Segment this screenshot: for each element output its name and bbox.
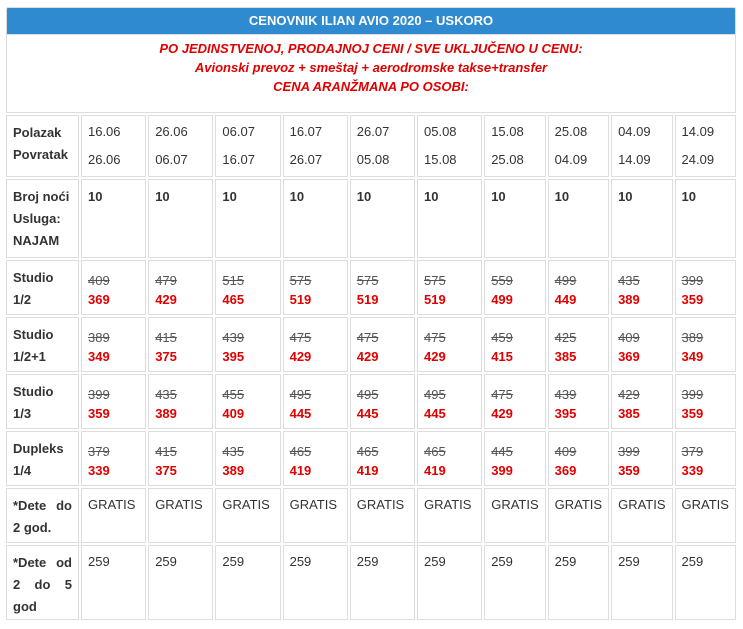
price-cell [81, 260, 146, 315]
row-label-text: Studio [13, 384, 54, 399]
date-cell [484, 115, 545, 177]
row-label [6, 431, 79, 486]
child-under-2-row [6, 488, 736, 543]
intro-line-2: Avionski prevoz + smeštaj + aerodromske takse+transfer [194, 60, 548, 75]
old-price: 409 [87, 273, 110, 288]
price-cell [675, 317, 736, 372]
price-cell [283, 260, 348, 315]
child-price-cell: GRATIS [611, 488, 672, 543]
row-label-text: Studio [13, 270, 54, 285]
price-cell [611, 431, 672, 486]
price-cell [81, 374, 146, 429]
row-label-text: 2 god. [13, 520, 52, 535]
price-cell [484, 374, 545, 429]
row-label-word: 5 [64, 577, 72, 592]
new-price: 429 [491, 406, 513, 421]
row-label [6, 488, 79, 543]
return-date: 16.07 [222, 152, 255, 167]
new-price: 419 [289, 463, 312, 478]
row-label-text: 1/4 [13, 463, 32, 478]
date-cell [283, 115, 348, 177]
departure-date: 14.09 [681, 124, 715, 139]
price-cell [350, 317, 415, 372]
new-price: 359 [87, 406, 110, 421]
new-price: 395 [222, 349, 245, 364]
price-cell [215, 374, 280, 429]
row-label-text: Povratak [13, 147, 68, 162]
old-price: 495 [356, 387, 379, 402]
date-cell [675, 115, 736, 177]
new-price: 445 [356, 406, 379, 421]
new-price: 339 [681, 463, 704, 478]
row-label-text [13, 495, 72, 517]
price-cell [148, 317, 213, 372]
price-row [6, 317, 736, 372]
departure-date: 26.07 [356, 124, 390, 139]
new-price: 429 [424, 349, 446, 364]
price-cell [215, 317, 280, 372]
new-price: 429 [289, 349, 312, 364]
price-cell [675, 260, 736, 315]
return-date: 25.08 [491, 152, 524, 167]
child-price-cell: 259 [675, 545, 736, 620]
old-price: 465 [356, 444, 379, 459]
child-price-cell: 259 [81, 545, 146, 620]
old-price: 559 [491, 273, 513, 288]
row-label-text: god [13, 599, 37, 614]
child-price-cell: GRATIS [675, 488, 736, 543]
row-label-word: od [56, 555, 72, 570]
old-price: 475 [289, 330, 312, 345]
new-price: 409 [222, 406, 245, 421]
new-price: 385 [618, 406, 640, 421]
price-cell [215, 431, 280, 486]
price-cell [611, 260, 672, 315]
old-price: 575 [424, 273, 446, 288]
departure-date: 05.08 [424, 124, 457, 139]
old-price: 439 [222, 330, 245, 345]
price-cell [350, 431, 415, 486]
old-price: 515 [222, 273, 245, 288]
price-cell [417, 317, 482, 372]
nights-cell: 10 [484, 179, 545, 258]
row-label-word: 2 [13, 577, 21, 592]
child-price-cell: 259 [611, 545, 672, 620]
departure-date: 15.08 [491, 124, 524, 139]
child-2-to-5-row [6, 545, 736, 620]
departure-date: 26.06 [155, 124, 188, 139]
new-price: 519 [289, 292, 312, 307]
child-price-cell: GRATIS [215, 488, 280, 543]
nights-cell: 10 [148, 179, 213, 258]
price-cell [148, 374, 213, 429]
old-price: 415 [155, 444, 177, 459]
price-cell [148, 260, 213, 315]
price-list-title: CENOVNIK ILIAN AVIO 2020 – USKORO [6, 7, 736, 35]
row-label [6, 179, 79, 258]
price-row [6, 431, 736, 486]
new-price: 359 [681, 406, 704, 421]
date-cell [350, 115, 415, 177]
price-cell [484, 260, 545, 315]
date-cell [81, 115, 146, 177]
date-cell [548, 115, 609, 177]
return-date: 15.08 [424, 152, 457, 167]
new-price: 419 [424, 463, 446, 478]
departure-date: 16.07 [289, 124, 323, 139]
child-price-cell: GRATIS [548, 488, 609, 543]
intro-line-1: PO JEDINSTVENOJ, PRODAJNOJ CENI / SVE UKLJUČENO U CENU: [159, 41, 583, 56]
price-table [4, 113, 738, 622]
date-cell [148, 115, 213, 177]
row-label-text [13, 552, 72, 574]
new-price: 399 [491, 463, 513, 478]
price-cell [548, 431, 609, 486]
old-price: 429 [618, 387, 640, 402]
row-label [6, 260, 79, 315]
new-price: 499 [491, 292, 513, 307]
nights-row [6, 179, 736, 258]
departure-date: 25.08 [554, 124, 588, 139]
nights-cell: 10 [675, 179, 736, 258]
old-price: 379 [681, 444, 704, 459]
old-price: 409 [554, 444, 577, 459]
row-label-text: Dupleks [13, 441, 64, 456]
old-price: 465 [424, 444, 446, 459]
old-price: 459 [491, 330, 513, 345]
old-price: 435 [155, 387, 177, 402]
price-cell [81, 431, 146, 486]
row-label [6, 374, 79, 429]
new-price: 519 [356, 292, 379, 307]
child-price-cell: 259 [548, 545, 609, 620]
old-price: 389 [87, 330, 110, 345]
price-row [6, 374, 736, 429]
row-label-text [13, 574, 72, 596]
price-cell [350, 374, 415, 429]
row-label-text: NAJAM [13, 233, 60, 248]
row-label [6, 115, 79, 177]
new-price: 369 [554, 463, 577, 478]
price-cell [548, 374, 609, 429]
price-cell [283, 431, 348, 486]
child-price-cell: GRATIS [350, 488, 415, 543]
row-label [6, 317, 79, 372]
new-price: 389 [618, 292, 640, 307]
new-price: 359 [681, 292, 704, 307]
nights-cell: 10 [81, 179, 146, 258]
price-row [6, 260, 736, 315]
new-price: 445 [424, 406, 446, 421]
old-price: 479 [155, 273, 177, 288]
price-cell [675, 374, 736, 429]
return-date: 05.08 [356, 152, 390, 167]
row-label-text: Polazak [13, 125, 62, 140]
child-price-cell: 259 [350, 545, 415, 620]
new-price: 429 [356, 349, 379, 364]
old-price: 575 [356, 273, 379, 288]
new-price: 419 [356, 463, 379, 478]
new-price: 445 [289, 406, 312, 421]
row-label-text: Usluga: [13, 211, 61, 226]
old-price: 379 [87, 444, 110, 459]
child-price-cell: GRATIS [148, 488, 213, 543]
old-price: 425 [554, 330, 577, 345]
dates-row [6, 115, 736, 177]
new-price: 465 [222, 292, 245, 307]
new-price: 449 [554, 292, 577, 307]
child-price-cell: GRATIS [283, 488, 348, 543]
price-cell [417, 374, 482, 429]
nights-cell: 10 [417, 179, 482, 258]
child-price-cell: 259 [215, 545, 280, 620]
child-price-cell: 259 [417, 545, 482, 620]
price-cell [148, 431, 213, 486]
new-price: 349 [681, 349, 704, 364]
departure-date: 06.07 [222, 124, 255, 139]
price-cell [215, 260, 280, 315]
return-date: 24.09 [681, 152, 715, 167]
new-price: 369 [618, 349, 640, 364]
price-cell [484, 317, 545, 372]
departure-date: 04.09 [618, 124, 651, 139]
old-price: 415 [155, 330, 177, 345]
new-price: 349 [87, 349, 110, 364]
old-price: 475 [491, 387, 513, 402]
new-price: 389 [222, 463, 245, 478]
return-date: 06.07 [155, 152, 188, 167]
price-cell [417, 260, 482, 315]
old-price: 409 [618, 330, 640, 345]
nights-cell: 10 [283, 179, 348, 258]
new-price: 429 [155, 292, 177, 307]
price-cell [283, 374, 348, 429]
old-price: 465 [289, 444, 312, 459]
nights-cell: 10 [611, 179, 672, 258]
return-date: 04.09 [554, 152, 588, 167]
price-cell [675, 431, 736, 486]
price-cell [81, 317, 146, 372]
old-price: 399 [681, 387, 704, 402]
row-label-word: do [56, 498, 72, 513]
row-label-text: 1/2 [13, 292, 32, 307]
child-price-cell: 259 [283, 545, 348, 620]
date-cell [417, 115, 482, 177]
old-price: 435 [222, 444, 245, 459]
date-cell [215, 115, 280, 177]
intro-box [6, 35, 736, 113]
price-cell [350, 260, 415, 315]
row-label-word: do [34, 577, 51, 592]
price-cell [417, 431, 482, 486]
row-label-text: 1/2+1 [13, 349, 46, 364]
old-price: 399 [87, 387, 110, 402]
new-price: 339 [87, 463, 110, 478]
child-price-cell: GRATIS [81, 488, 146, 543]
nights-cell: 10 [350, 179, 415, 258]
old-price: 439 [554, 387, 577, 402]
price-list [6, 7, 736, 622]
date-cell [611, 115, 672, 177]
return-date: 14.09 [618, 152, 651, 167]
new-price: 375 [155, 349, 177, 364]
nights-cell: 10 [215, 179, 280, 258]
row-label-text: Broj noći [13, 189, 70, 204]
child-price-cell: 259 [484, 545, 545, 620]
new-price: 395 [554, 406, 577, 421]
new-price: 389 [155, 406, 177, 421]
row-label [6, 545, 79, 620]
row-label-text: Studio [13, 327, 54, 342]
old-price: 495 [424, 387, 446, 402]
new-price: 385 [554, 349, 577, 364]
old-price: 399 [681, 273, 704, 288]
row-label-word: *Dete [13, 498, 47, 513]
old-price: 455 [222, 387, 245, 402]
new-price: 369 [87, 292, 110, 307]
old-price: 445 [491, 444, 513, 459]
nights-cell: 10 [548, 179, 609, 258]
old-price: 475 [424, 330, 446, 345]
price-cell [548, 317, 609, 372]
new-price: 359 [618, 463, 640, 478]
old-price: 499 [554, 273, 577, 288]
price-cell [484, 431, 545, 486]
old-price: 389 [681, 330, 704, 345]
child-price-cell: 259 [148, 545, 213, 620]
return-date: 26.07 [289, 152, 323, 167]
old-price: 399 [618, 444, 640, 459]
old-price: 495 [289, 387, 312, 402]
new-price: 375 [155, 463, 177, 478]
price-cell [283, 317, 348, 372]
old-price: 435 [618, 273, 640, 288]
child-price-cell: GRATIS [417, 488, 482, 543]
return-date: 26.06 [87, 152, 121, 167]
departure-date: 16.06 [87, 124, 121, 139]
price-cell [548, 260, 609, 315]
old-price: 575 [289, 273, 312, 288]
price-cell [611, 317, 672, 372]
row-label-text: 1/3 [13, 406, 32, 421]
new-price: 415 [491, 349, 513, 364]
intro-line-3: CENA ARANŽMANA PO OSOBI: [273, 79, 469, 94]
new-price: 519 [424, 292, 446, 307]
price-cell [611, 374, 672, 429]
child-price-cell: GRATIS [484, 488, 545, 543]
old-price: 475 [356, 330, 379, 345]
row-label-word: *Dete [13, 555, 47, 570]
